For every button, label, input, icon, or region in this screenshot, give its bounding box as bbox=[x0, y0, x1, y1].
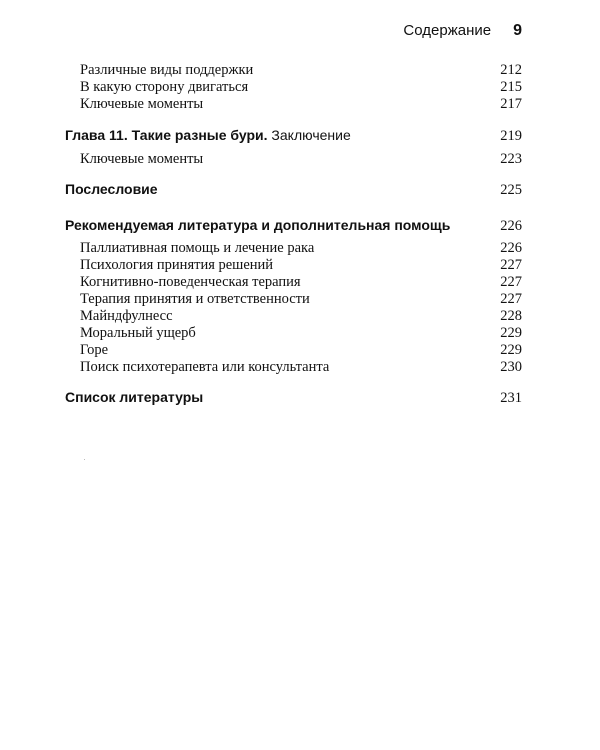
header-title: Содержание bbox=[403, 22, 492, 39]
toc-entry-title: Когнитивно-поведенческая терапия bbox=[80, 274, 301, 290]
toc-entry-page: 219 bbox=[500, 128, 522, 144]
toc-entry-title: Горе bbox=[80, 342, 109, 358]
toc-entry-page: 231 bbox=[500, 390, 522, 406]
toc-entry-title: Ключевые моменты bbox=[80, 151, 204, 167]
toc-chapter-title-bold: Глава 11. Такие разные бури. bbox=[65, 127, 268, 143]
toc-entry bbox=[80, 359, 522, 376]
toc-entry-page: 226 bbox=[500, 218, 522, 234]
toc-section-title: Рекомендуемая литература и дополнительная помощь bbox=[65, 217, 451, 233]
toc-entry-page: 225 bbox=[500, 182, 522, 198]
toc-entry bbox=[80, 62, 522, 79]
toc-entry bbox=[80, 151, 522, 168]
toc-chapter-entry bbox=[65, 127, 522, 145]
toc-section-title: Список литературы bbox=[65, 389, 204, 405]
toc-entry-title: Моральный ущерб bbox=[80, 325, 196, 341]
toc-entry-title: Ключевые моменты bbox=[80, 96, 204, 112]
toc-section-entry bbox=[65, 389, 522, 407]
toc-chapter-title bbox=[65, 127, 351, 143]
toc-entry bbox=[80, 291, 522, 308]
toc-entry bbox=[80, 274, 522, 291]
toc-entry-page: 230 bbox=[500, 359, 522, 375]
toc-entry-page: 229 bbox=[500, 342, 522, 358]
toc-entry bbox=[80, 96, 522, 113]
toc-entry bbox=[80, 342, 522, 359]
scan-speck bbox=[84, 459, 85, 460]
toc-entry bbox=[80, 308, 522, 325]
toc-entry-title: В какую сторону двигаться bbox=[80, 79, 249, 95]
toc-entry-title: Паллиативная помощь и лечение рака bbox=[80, 240, 315, 256]
toc-entry-title: Поиск психотерапевта или консультанта bbox=[80, 359, 330, 375]
toc-entry-page: 228 bbox=[500, 308, 522, 324]
toc-section-entry bbox=[65, 181, 522, 199]
toc-entry-page: 212 bbox=[500, 62, 522, 78]
toc-entry bbox=[80, 240, 522, 257]
toc-entry bbox=[80, 79, 522, 96]
toc-entry-page: 227 bbox=[500, 274, 522, 290]
toc-chapter-title-subtitle: Заключение bbox=[267, 127, 351, 143]
header-page-number: 9 bbox=[513, 22, 522, 39]
toc-section-entry bbox=[65, 217, 522, 235]
toc-entry-page: 229 bbox=[500, 325, 522, 341]
toc-entry-page: 215 bbox=[500, 79, 522, 95]
toc-entry-page: 223 bbox=[500, 151, 522, 167]
toc-entry-page: 227 bbox=[500, 291, 522, 307]
toc-entry-page: 217 bbox=[500, 96, 522, 112]
toc-entry bbox=[80, 257, 522, 274]
toc-entry-page: 226 bbox=[500, 240, 522, 256]
toc-entry-title: Психология принятия решений bbox=[80, 257, 274, 273]
running-header bbox=[403, 22, 522, 40]
toc-entry-title: Различные виды поддержки bbox=[80, 62, 254, 78]
toc-section-title: Послесловие bbox=[65, 181, 158, 197]
toc-entry-title: Майндфулнесс bbox=[80, 308, 173, 324]
toc-entry-title: Терапия принятия и ответственности bbox=[80, 291, 310, 307]
toc-entry bbox=[80, 325, 522, 342]
toc-entry-page: 227 bbox=[500, 257, 522, 273]
